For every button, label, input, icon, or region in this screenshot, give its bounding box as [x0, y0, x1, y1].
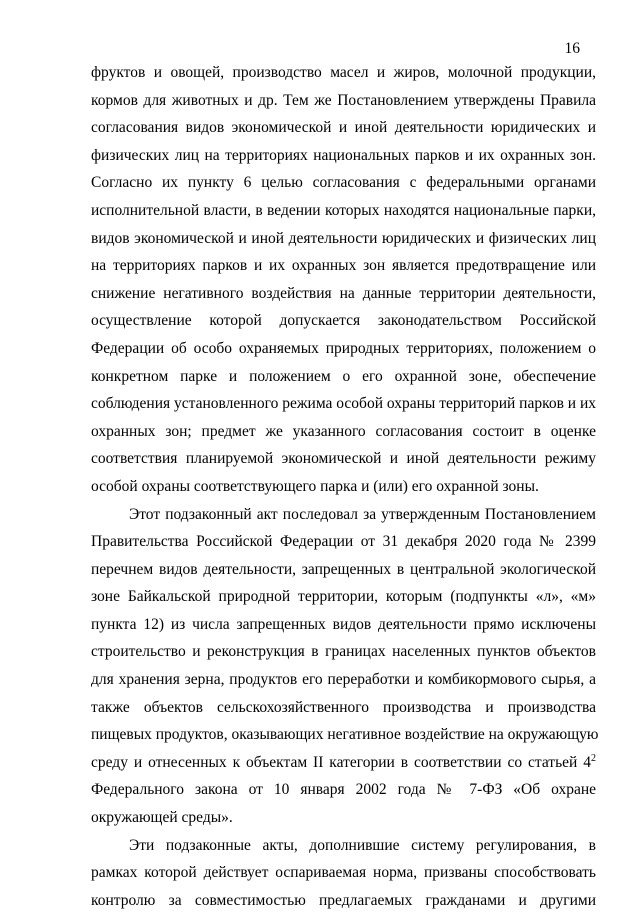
- text-line: Эти подзаконные акты, дополнившие систему регулирования, в: [129, 836, 596, 854]
- document-body: [91, 59, 599, 914]
- text-line: фруктов и овощей, производство масел и жиров, молочной продукции,: [91, 64, 596, 81]
- text-line-with-superscript: [91, 749, 596, 777]
- text-line: перечнем видов деятельности, запрещенных в центральной экологической: [91, 560, 596, 578]
- text-line: строительство и реконструкция в границах населенных пунктов объектов: [91, 643, 596, 661]
- text-line: зоне Байкальской природной территории, которым (подпункты «л», «м»: [91, 588, 596, 606]
- text-line: пункта 12) из числа запрещенных видов деятельности прямо исключены: [91, 615, 596, 633]
- paragraph-2: [91, 501, 599, 832]
- text-line: для хранения зерна, продуктов его переработки и комбикормового сырья, а: [91, 671, 596, 689]
- text-line: на территориях парков и их охранных зон является предотвращение или: [91, 257, 596, 275]
- text-line: осуществление которой допускается законодательством Российской: [91, 312, 596, 330]
- text-line: снижение негативного воздействия на данные территории деятельности,: [91, 284, 596, 302]
- page-number: 16: [564, 40, 580, 57]
- text-line: Федерации об особо охраняемых природных территориях, положением о: [91, 339, 596, 357]
- text-line: пищевых продуктов, оказывающих негативное воздействие на окружающую: [91, 726, 599, 744]
- text-line: соответствия планируемой экономической и иной деятельности режиму: [91, 450, 596, 468]
- text-line: Согласно их пункту 6 целью согласования с федеральными органами: [91, 174, 596, 192]
- paragraph-1: [91, 59, 596, 501]
- text-line: соблюдения установленного режима особой охраны территорий парков и их: [91, 395, 596, 413]
- text-line: Федерального закона от 10 января 2002 года № 7-ФЗ «Об охране: [91, 781, 596, 799]
- text-line: конкретном парке и положением о его охранной зоне, обеспечение: [91, 367, 596, 385]
- text-line: Этот подзаконный акт последовал за утвержденным Постановлением: [129, 505, 596, 523]
- text-line: видов экономической и иной деятельности юридических и физических лиц: [91, 229, 596, 247]
- text-line: также объектов сельскохозяйственного производства и производства: [91, 698, 596, 716]
- line-text: среду и отнесенных к объектам II категории в соответствии со статьей 4: [91, 753, 591, 771]
- text-line: согласования видов экономической и иной деятельности юридических и: [91, 119, 596, 137]
- text-line: физических лиц на территориях национальных парков и их охранных зон.: [91, 146, 596, 164]
- text-line: кормов для животных и др. Тем же Постановлением утверждены Правила: [91, 91, 596, 109]
- text-line: рамках которой действует оспариваемая норма, призваны способствовать: [91, 864, 596, 882]
- paragraph-3: [91, 832, 596, 914]
- text-line: окружающей среды».: [91, 809, 233, 827]
- text-line: исполнительной власти, в ведении которых находятся национальные парки,: [91, 201, 596, 219]
- text-line: охранных зон; предмет же указанного согласования состоит в оценке: [91, 422, 596, 440]
- text-line: особой охраны соответствующего парка и (или) его охранной зоны.: [91, 477, 539, 495]
- text-line: контролю за совместимостью предлагаемых гражданами и другими: [91, 891, 596, 909]
- superscript: 2: [591, 752, 596, 764]
- text-line: Правительства Российской Федерации от 31 декабря 2020 года № 2399: [91, 533, 596, 551]
